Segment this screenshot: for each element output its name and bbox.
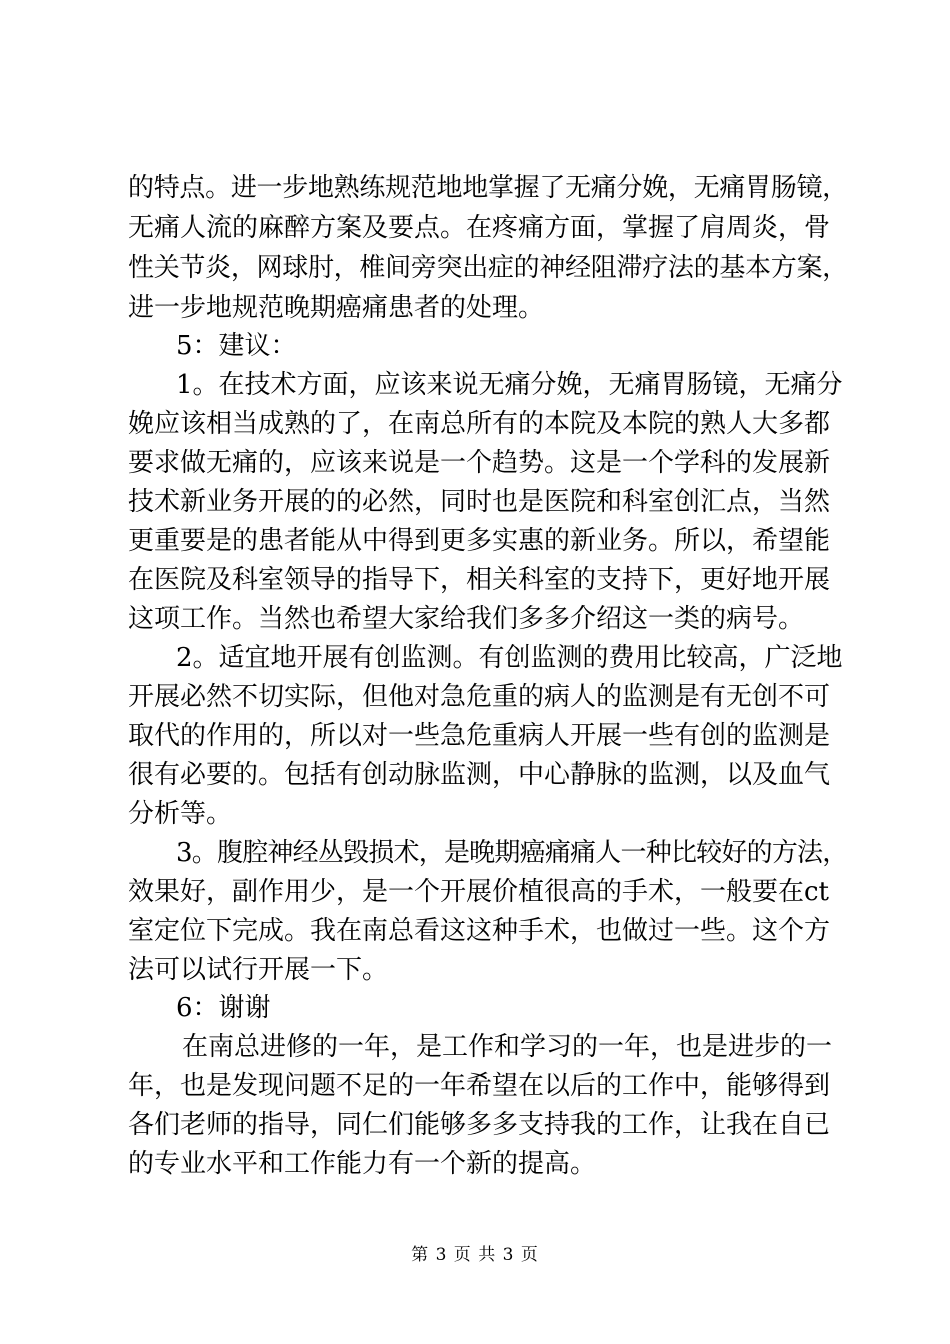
page-number: 第 3 页 共 3 页 (411, 1245, 539, 1265)
paragraph-line: 2。适宜地开展有创监测。有创监测的费用比较高，广泛地 (176, 643, 843, 673)
paragraph-line: 法可以试行开展一下。 (128, 955, 389, 985)
paragraph-line: 要求做无痛的，应该来说是一个趋势。这是一个学科的发展新 (128, 448, 831, 478)
paragraph-line: 效果好，副作用少，是一个开展价植很高的手术，一般要在ct (128, 877, 830, 907)
paragraph-line: 年，也是发现问题不足的一年希望在以后的工作中，能够得到 (128, 1071, 831, 1101)
paragraph-line: 在南总进修的一年，是工作和学习的一年，也是进步的一 (182, 1032, 833, 1062)
paragraph-line: 各们老师的指导，同仁们能够多多支持我的工作，让我在自已 (128, 1110, 831, 1140)
paragraph-line: 这项工作。当然也希望大家给我们多多介绍这一类的病号。 (128, 604, 805, 634)
paragraph-line: 更重要是的患者能从中得到更多实惠的新业务。所以，希望能 (128, 526, 831, 556)
paragraph-line: 在医院及科室领导的指导下，相关科室的支持下，更好地开展 (128, 565, 831, 595)
paragraph-line: 的特点。进一步地熟练规范地地掌握了无痛分娩，无痛胃肠镜， (128, 173, 848, 203)
paragraph-line: 开展必然不切实际，但他对急危重的病人的监测是有无创不可 (128, 682, 831, 712)
paragraph-line: 3。腹腔神经丛毁损术，是晚期癌痛痛人一种比较好的方法， (176, 838, 848, 868)
paragraph-line: 室定位下完成。我在南总看这这种手术，也做过一些。这个方 (128, 916, 831, 946)
section-heading: 5：建议： (176, 331, 297, 361)
paragraph-line: 1。在技术方面，应该来说无痛分娩，无痛胃肠镜，无痛分 (176, 370, 843, 400)
paragraph-line: 无痛人流的麻醉方案及要点。在疼痛方面，掌握了肩周炎，骨 (128, 213, 831, 243)
paragraph-line: 很有必要的。包括有创动脉监测，中心静脉的监测，以及血气 (128, 760, 831, 790)
paragraph-line: 性关节炎，网球肘，椎间旁突出症的神经阻滞疗法的基本方案， (128, 253, 848, 283)
paragraph-line: 技术新业务开展的的必然，同时也是医院和科室创汇点，当然 (128, 487, 831, 517)
section-heading: 6：谢谢 (176, 993, 271, 1023)
paragraph-line: 取代的作用的，所以对一些急危重病人开展一些有创的监测是 (128, 721, 831, 751)
paragraph-line: 的专业水平和工作能力有一个新的提高。 (128, 1149, 597, 1179)
paragraph-line: 进一步地规范晚期癌痛患者的处理。 (128, 293, 545, 323)
paragraph-line: 娩应该相当成熟的了，在南总所有的本院及本院的熟人大多都 (128, 409, 831, 439)
paragraph-line: 分析等。 (128, 799, 233, 829)
